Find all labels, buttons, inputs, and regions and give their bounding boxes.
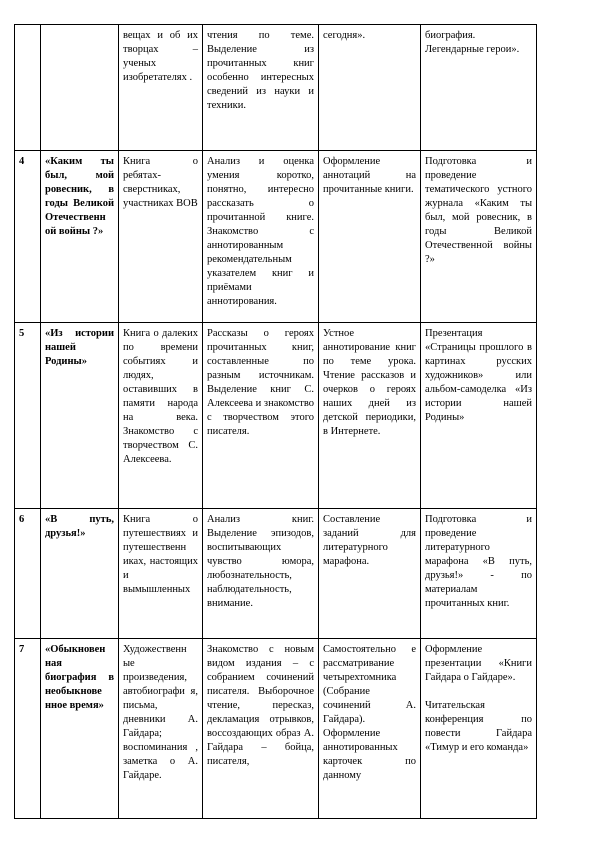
activity-cell: чтения по теме. Выделение из прочитанных книг особенно интересных сведений из науки и техники. — [203, 25, 319, 151]
form-cell: биография. Легендарные герои». — [421, 25, 537, 151]
work-cell: сегодня». — [319, 25, 421, 151]
content-cell: Книга о путешествиях и путешественн иках, настоящих и вымышленных — [119, 509, 203, 639]
table-row — [15, 323, 537, 509]
content-cell: Книга о далеких по времени событиях и людях, оставивших в памяти народа на века. Знакомство с творчеством С. Алексеева. — [119, 323, 203, 509]
theme-cell: «В путь, друзья!» — [41, 509, 119, 639]
table-row — [15, 639, 537, 819]
form-cell: Оформление презентации «Книги Гайдара о Гайдаре». Читательская конференция по повести Гайдара «Тимур и его команда» — [421, 639, 537, 819]
table-row — [15, 25, 537, 151]
activity-cell: Знакомство с новым видом издания – с собранием сочинений писателя. Выборочное чтение, пересказ, декламация отрывков, воссоздающих образ А. Гайдара – бойца, писателя, — [203, 639, 319, 819]
theme-cell: «Обыкновен ная биография в необыкнове нное время» — [41, 639, 119, 819]
work-cell: Оформление аннотаций на прочитанные книги. — [319, 151, 421, 323]
content-cell: Книга о ребятах-сверстниках, участниках ВОВ — [119, 151, 203, 323]
activity-cell: Анализ и оценка умения коротко, понятно, интересно рассказать о прочитанной книге. Знакомство с аннотированным рекомендательным указателем книг и приёмами аннотирования. — [203, 151, 319, 323]
work-cell: Составление заданий для литературного марафона. — [319, 509, 421, 639]
activity-cell: Рассказы о героях прочитанных книг, составленные по разным источникам. Выделение книг С. Алексеева и знакомство с творчеством этого писателя. — [203, 323, 319, 509]
theme-cell — [41, 25, 119, 151]
row-number-cell: 6 — [15, 509, 41, 639]
content-cell: Художественн ые произведения, автобиографи я, письма, дневники А. Гайдара; воспоминания , заметка о А. Гайдаре. — [119, 639, 203, 819]
row-number-cell — [15, 25, 41, 151]
theme-cell: «Каким ты был, мой ровесник, в годы Великой Отечественн ой войны ?» — [41, 151, 119, 323]
content-cell: вещах и об их творцах – ученых изобретателях . — [119, 25, 203, 151]
row-number-cell: 5 — [15, 323, 41, 509]
table-row — [15, 509, 537, 639]
form-cell: Подготовка и проведение литературного марафона «В путь, друзья!» - по материалам прочитанных книг. — [421, 509, 537, 639]
form-cell: Презентация «Страницы прошлого в картинах русских художников» или альбом-самоделка «Из истории нашей Родины» — [421, 323, 537, 509]
work-cell: Самостоятельно е рассматривание четырехтомника (Собрание сочинений А. Гайдара). Оформление аннотированных карточек по данному — [319, 639, 421, 819]
table-row — [15, 151, 537, 323]
theme-cell: «Из истории нашей Родины» — [41, 323, 119, 509]
activity-cell: Анализ книг. Выделение эпизодов, воспитывающих чувство юмора, любознательность, наблюдательность, внимание. — [203, 509, 319, 639]
row-number-cell: 7 — [15, 639, 41, 819]
form-cell: Подготовка и проведение тематического устного журнала «Каким ты был, мой ровесник, в годы Великой Отечественной войны ?» — [421, 151, 537, 323]
lesson-plan-table — [14, 24, 537, 819]
work-cell: Устное аннотирование книг по теме урока. Чтение рассказов и очерков о героях наших дней из детской периодики, в Интернете. — [319, 323, 421, 509]
row-number-cell: 4 — [15, 151, 41, 323]
